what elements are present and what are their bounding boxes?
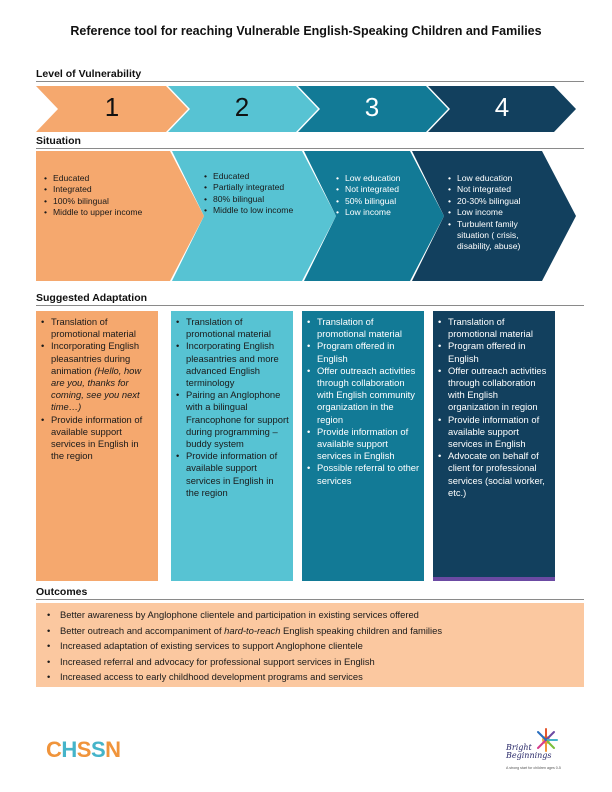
- list-item-text: Incorporating English pleasantries during animation: [51, 340, 140, 376]
- list-item: • Integrated: [44, 184, 172, 195]
- list-item: • Offer outreach activities through collaboration with English organization in region: [437, 365, 551, 414]
- list-item: • Partially integrated: [204, 182, 302, 193]
- list-item: • Pairing an Anglophone with a bilingual Francophone for support during programming – buddy system: [175, 389, 289, 450]
- section-divider: [36, 305, 584, 306]
- section-divider: [36, 599, 584, 600]
- logo-tagline: A strong start for children ages 0-5: [506, 766, 561, 770]
- section-label-adaptation: Suggested Adaptation: [36, 292, 148, 304]
- list-item: • Translation of promotional material: [40, 316, 154, 340]
- list-item: • 50% bilingual: [336, 196, 410, 207]
- logo-letter: N: [105, 737, 121, 762]
- list-item: • Provide information of available support services in English in the region: [40, 414, 154, 463]
- list-item: • Not integrated: [336, 184, 410, 195]
- list-item: • Provide information of available support services in English: [437, 414, 551, 451]
- adaptation-column-2: [171, 311, 293, 581]
- list-item: • Middle to low income: [204, 205, 302, 216]
- list-item: • Not integrated: [448, 184, 544, 195]
- list-item: • Provide information of available support services in English in the region: [175, 450, 289, 499]
- list-item: • Low income: [336, 207, 410, 218]
- section-label-level: Level of Vulnerability: [36, 68, 142, 80]
- list-item-text: Better outreach and accompaniment of: [60, 624, 225, 636]
- logo-letter: H: [61, 737, 77, 762]
- list-item: • Educated: [204, 171, 302, 182]
- list-item: • Better awareness by Anglophone clientele and participation in existing services offered: [44, 607, 576, 623]
- list-item: • Low education: [448, 173, 544, 184]
- logo-text-line1: Bright: [506, 743, 532, 752]
- adaptation-column-4: [433, 311, 555, 577]
- list-item: • Middle to upper income: [44, 207, 172, 218]
- logo-letter: C: [46, 737, 62, 762]
- level-3-number: 3: [364, 92, 380, 122]
- list-item: • Increased access to early childhood development programs and services: [44, 669, 576, 685]
- list-item: • Turbulent family situation ( crisis, disability, abuse): [448, 219, 544, 253]
- list-item: • Program offered in English: [437, 340, 551, 364]
- list-item-text: English speaking children and families: [280, 624, 443, 636]
- logo-letter: S: [90, 737, 106, 762]
- page-title: Reference tool for reaching Vulnerable English-Speaking Children and Families: [70, 24, 542, 38]
- list-item: • Advocate on behalf of client for professional services (social worker, etc.): [437, 450, 551, 499]
- list-item: • Program offered in English: [306, 340, 420, 364]
- list-item-emphasis: hard-to-reach: [224, 624, 281, 636]
- column-underbar: [433, 577, 555, 581]
- list-item: [40, 340, 154, 413]
- adaptation-column-1: [36, 311, 158, 581]
- level-4-number: 4: [494, 92, 510, 122]
- list-item: [44, 623, 576, 639]
- list-item: • Possible referral to other services: [306, 462, 420, 486]
- list-item: • 80% bilingual: [204, 194, 302, 205]
- list-item: • Translation of promotional material: [306, 316, 420, 340]
- list-item: • Increased adaptation of existing services to support Anglophone clientele: [44, 638, 576, 654]
- bright-beginnings-logo: [506, 728, 566, 778]
- list-item: • Low education: [336, 173, 410, 184]
- level-1-number: 1: [104, 92, 120, 122]
- list-item: • Provide information of available support services in English: [306, 426, 420, 463]
- situation-4-list: [448, 173, 544, 253]
- list-item: • Translation of promotional material: [437, 316, 551, 340]
- situation-1-list: [44, 173, 172, 219]
- list-item: • Educated: [44, 173, 172, 184]
- list-item: • 20-30% bilingual: [448, 196, 544, 207]
- situation-3-list: [336, 173, 410, 219]
- outcomes-box: [36, 603, 584, 687]
- list-item: • Increased referral and advocacy for professional support services in English: [44, 654, 576, 670]
- list-item: • Incorporating English pleasantries and more advanced English terminology: [175, 340, 289, 389]
- list-item-example: (Hello, how are you, thanks for coming, see you next time…): [51, 364, 142, 413]
- list-item: • 100% bilingual: [44, 196, 172, 207]
- section-label-outcomes: Outcomes: [36, 586, 88, 598]
- section-label-situation: Situation: [36, 135, 81, 147]
- chssn-logo: [46, 737, 121, 763]
- adaptation-column-3: [302, 311, 424, 581]
- level-2-number: 2: [234, 92, 250, 122]
- list-item: • Low income: [448, 207, 544, 218]
- logo-letter: S: [76, 737, 91, 762]
- list-item: • Translation of promotional material: [175, 316, 289, 340]
- logo-text-line2: Beginnings: [506, 751, 552, 760]
- list-item: • Offer outreach activities through collaboration with English community organization in the region: [306, 365, 420, 426]
- situation-2-list: [204, 171, 302, 217]
